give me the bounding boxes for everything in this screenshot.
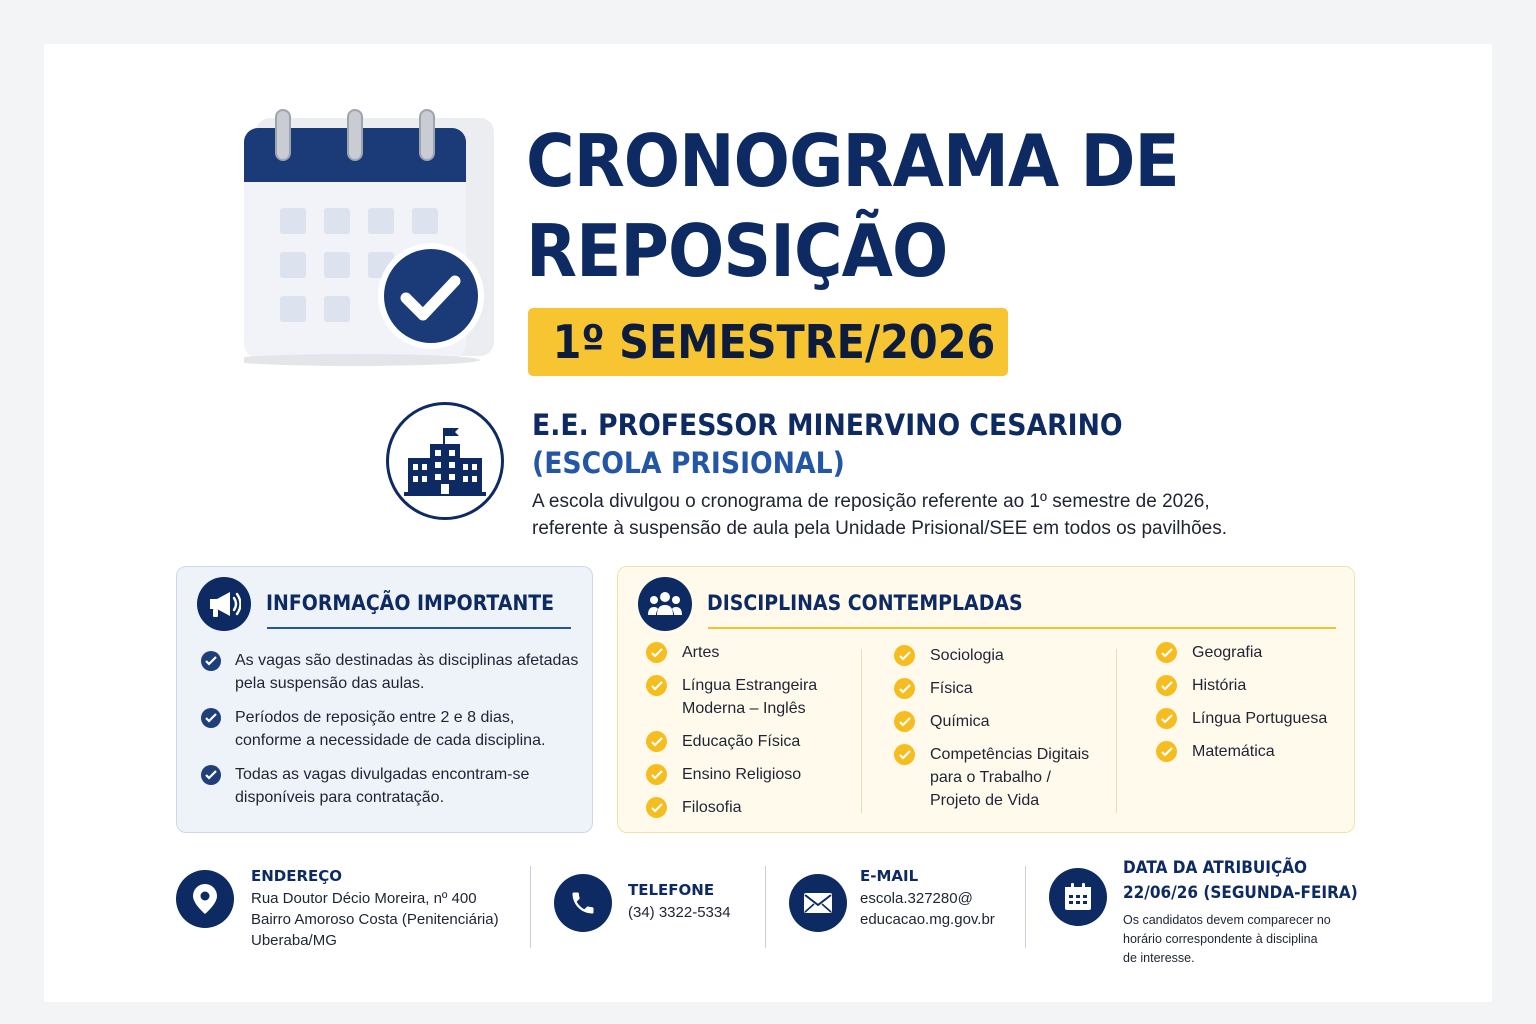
check-icon xyxy=(894,678,915,699)
footer-divider xyxy=(765,866,766,948)
map-pin-icon xyxy=(176,870,234,928)
megaphone-icon xyxy=(197,577,251,631)
discipline-item: Competências Digitais para o Trabalho / Projeto de Vida xyxy=(894,743,1104,812)
disciplines-panel xyxy=(617,566,1355,833)
check-icon xyxy=(646,731,667,752)
list-item: Períodos de reposição entre 2 e 8 dias, conforme a necessidade de cada disciplina. xyxy=(201,706,581,752)
check-icon xyxy=(201,651,221,671)
address-line: Bairro Amoroso Costa (Penitenciária) xyxy=(251,911,499,928)
calendar-check-icon xyxy=(244,108,506,370)
discipline-item: Educação Física xyxy=(646,730,846,753)
info-list xyxy=(201,649,581,820)
disciplines-panel-title: DISCIPLINAS CONTEMPLADAS xyxy=(707,591,1023,615)
discipline-item: Ensino Religioso xyxy=(646,763,846,786)
check-icon xyxy=(1156,642,1177,663)
discipline-item: Artes xyxy=(646,641,846,664)
calendar-icon xyxy=(1049,868,1107,926)
semester-label: 1º SEMESTRE/2026 xyxy=(552,315,996,369)
discipline-item: Língua Estrangeira Moderna – Inglês xyxy=(646,674,846,720)
list-item: Todas as vagas divulgadas encontram-se disponíveis para contratação. xyxy=(201,763,581,809)
check-icon xyxy=(646,675,667,696)
check-icon xyxy=(1156,741,1177,762)
column-divider xyxy=(1116,649,1117,813)
phone-number[interactable]: (34) 3322-5334 xyxy=(628,904,731,921)
discipline-item: Física xyxy=(894,677,1104,700)
discipline-item: Química xyxy=(894,710,1104,733)
check-icon xyxy=(894,645,915,666)
disciplines-column-3 xyxy=(1156,641,1346,773)
discipline-item: História xyxy=(1156,674,1346,697)
discipline-item: Sociologia xyxy=(894,644,1104,667)
date-note: de interesse. xyxy=(1123,951,1195,965)
check-icon xyxy=(894,744,915,765)
school-description: A escola divulgou o cronograma de reposição referente ao 1º semestre de 2026, referente à suspensão de aula pela Unidade Prisional/SEE em todos os pavilhões. xyxy=(532,491,1227,539)
important-info-panel xyxy=(176,566,593,833)
divider xyxy=(708,627,1336,629)
divider xyxy=(267,627,571,629)
announcement-card xyxy=(44,44,1492,1002)
check-icon xyxy=(1156,708,1177,729)
phone-label: TELEFONE xyxy=(628,881,715,899)
discipline-item: Filosofia xyxy=(646,796,846,819)
discipline-item: Língua Portuguesa xyxy=(1156,707,1346,730)
discipline-item: Geografia xyxy=(1156,641,1346,664)
discipline-item: Matemática xyxy=(1156,740,1346,763)
school-subtitle: (ESCOLA PRISIONAL) xyxy=(532,446,845,480)
date-note: horário correspondente à disciplina xyxy=(1123,932,1318,946)
email-label: E-MAIL xyxy=(860,867,919,885)
date-label: DATA DA ATRIBUIÇÃO xyxy=(1123,858,1308,878)
school-building-icon xyxy=(386,402,504,520)
people-group-icon xyxy=(638,577,692,631)
check-icon xyxy=(1156,675,1177,696)
column-divider xyxy=(861,649,862,813)
check-icon xyxy=(201,765,221,785)
page-title xyxy=(526,116,1179,296)
address-label: ENDEREÇO xyxy=(251,867,343,885)
check-icon xyxy=(646,797,667,818)
footer-divider xyxy=(1025,866,1026,948)
check-icon xyxy=(894,711,915,732)
disciplines-column-2 xyxy=(894,644,1104,822)
email-address[interactable]: educacao.mg.gov.br xyxy=(860,911,995,928)
info-panel-title: INFORMAÇÃO IMPORTANTE xyxy=(266,591,555,615)
title-line-1: CRONOGRAMA DE xyxy=(526,119,1179,203)
address-line: Rua Doutor Décio Moreira, nº 400 xyxy=(251,890,477,907)
list-item: As vagas são destinadas às disciplinas afetadas pela suspensão das aulas. xyxy=(201,649,581,695)
disciplines-column-1 xyxy=(646,641,846,829)
email-address[interactable]: escola.327280@ xyxy=(860,890,973,907)
address-line: Uberaba/MG xyxy=(251,932,337,949)
title-line-2: REPOSIÇÃO xyxy=(526,209,948,293)
check-icon xyxy=(646,642,667,663)
school-name: E.E. PROFESSOR MINERVINO CESARINO xyxy=(532,408,1123,442)
date-value: 22/06/26 (SEGUNDA-FEIRA) xyxy=(1123,883,1358,903)
date-note: Os candidatos devem comparecer no xyxy=(1123,913,1331,927)
check-icon xyxy=(646,764,667,785)
envelope-icon xyxy=(789,874,847,932)
phone-icon xyxy=(554,874,612,932)
footer-divider xyxy=(530,866,531,948)
check-icon xyxy=(201,708,221,728)
semester-badge xyxy=(528,308,1008,376)
